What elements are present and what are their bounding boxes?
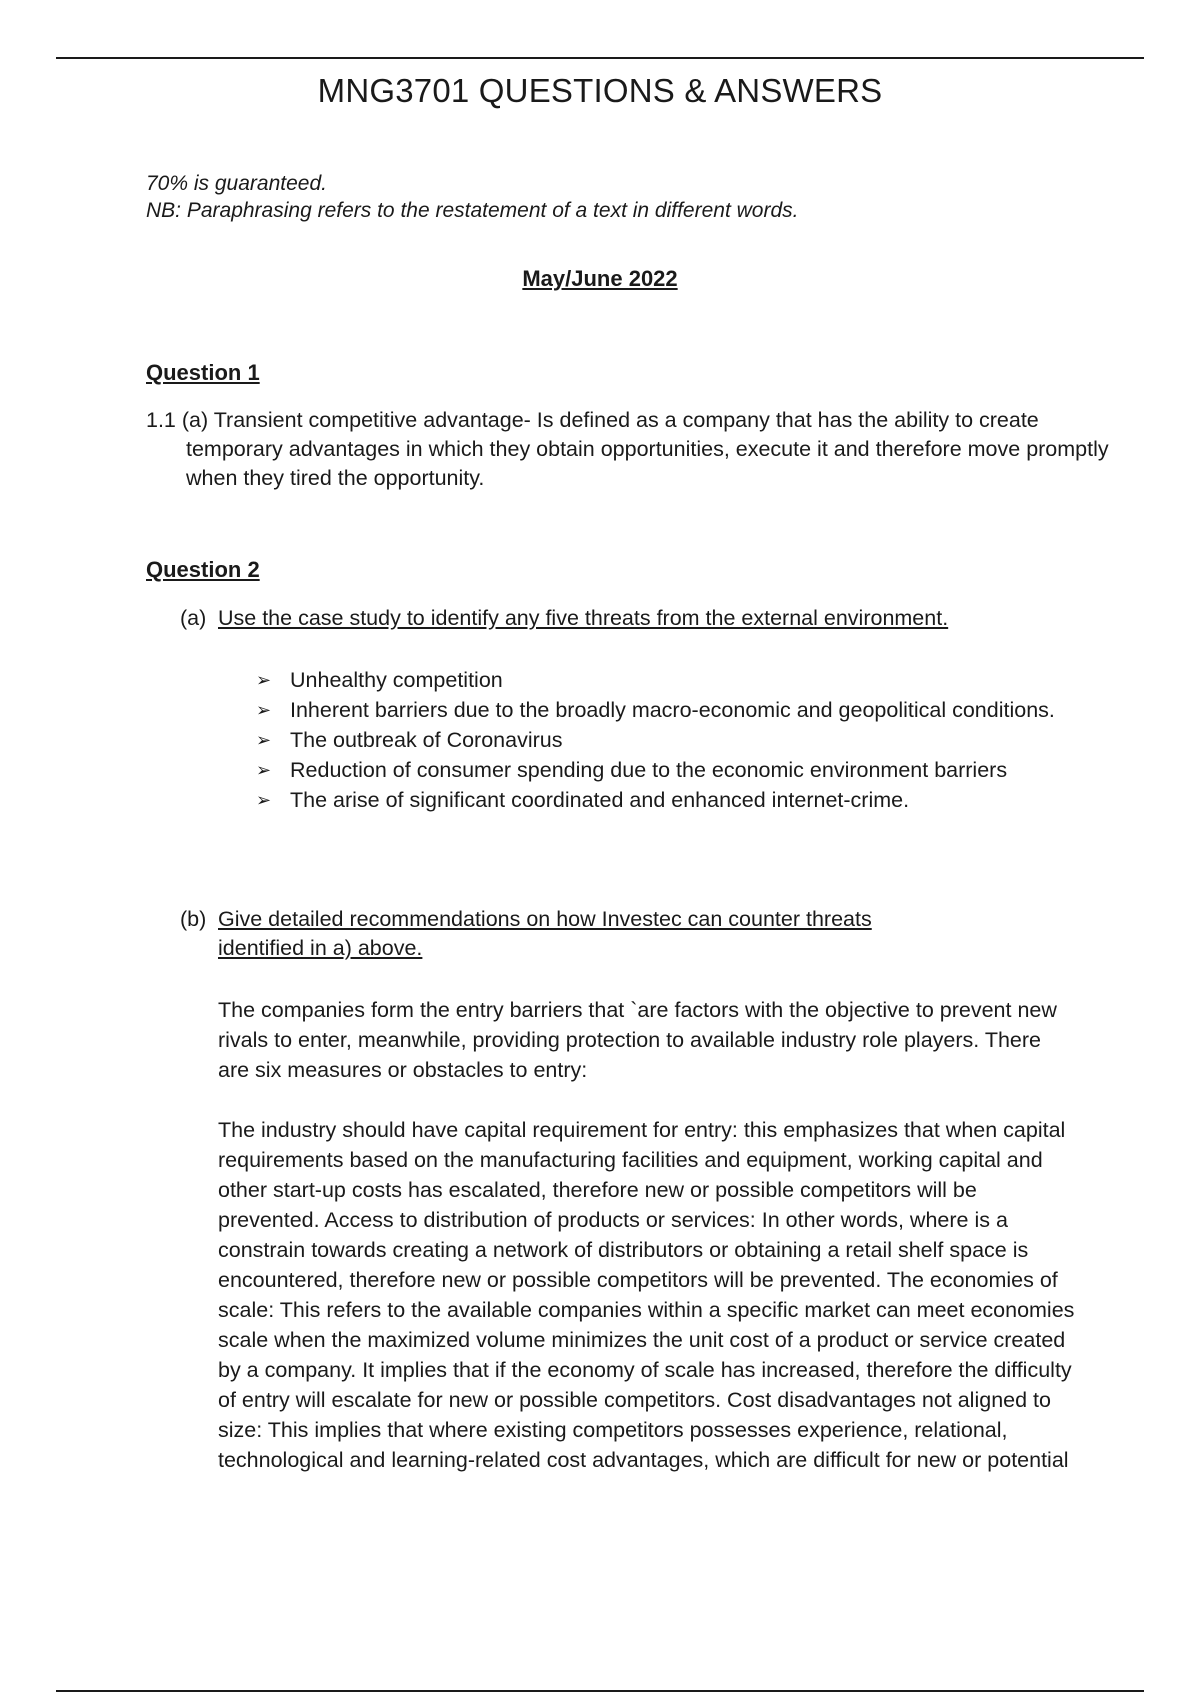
arrow-bullet-icon: ➢	[256, 700, 272, 720]
paraphrasing-note: NB: Paraphrasing refers to the restatement of a text in different words.	[146, 199, 799, 222]
question-2b-text-line1: Give detailed recommendations on how Investec can counter threats	[218, 907, 872, 931]
question-2b-text-line2: identified in a) above.	[218, 936, 423, 960]
answer-paragraph-1: The companies form the entry barriers that `are factors with the objective to prevent new rivals to enter, meanwhile, providing protection to available industry role players. There are six measures or obstacles to entry:	[218, 998, 1057, 1082]
question-2-heading: Question 2	[146, 557, 260, 582]
guarantee-note: 70% is guaranteed.	[146, 172, 327, 195]
document-title: MNG3701 QUESTIONS & ANSWERS	[317, 72, 883, 109]
exam-session-heading: May/June 2022	[522, 266, 678, 291]
bottom-rule	[56, 1690, 1144, 1692]
arrow-bullet-icon: ➢	[256, 730, 272, 750]
list-item: ➢ The outbreak of Coronavirus	[256, 725, 1056, 755]
list-item: ➢ The arise of significant coordinated and enhanced internet-crime.	[256, 785, 1056, 815]
question-1-answer: 1.1 (a) Transient competitive advantage- Is defined as a company that has the ability to create temporary advantages in which they obtain opportunities, execute it and therefore move promptly when they tired the opportunity.	[146, 408, 1109, 490]
question-2b-label: (b)	[180, 907, 207, 931]
answer-paragraph-2: The industry should have capital requirement for entry: this emphasizes that when capital requirements based on the manufacturing facilities and equipment, working capital and other start-up costs has escalated, therefore new or possible competitors will be prevented. Access to distribution of products or services: In other words, where is a constrain towards creating a network of distributors or obtaining a retail shelf space is encountered, therefore new or possible competitors will be prevented. The economies of scale: This refers to the available companies within a specific market can meet economies scale when the maximized volume minimizes the unit cost of a product or service created by a company. It implies that if the economy of scale has increased, therefore the difficulty of entry will escalate for new or possible competitors. Cost disadvantages not aligned to size: This implies that where existing competitors possesses experience, relational, technological and learning-related cost advantages, which are difficult for new or potential	[218, 1118, 1075, 1472]
intro-notes	[146, 170, 1106, 224]
arrow-bullet-icon: ➢	[256, 670, 272, 690]
question-2a-text: Use the case study to identify any five threats from the external environment.	[218, 606, 949, 630]
question-2a-label: (a)	[180, 606, 207, 630]
question-2b-prompt	[180, 905, 1080, 963]
list-item: ➢ Unhealthy competition	[256, 665, 1056, 695]
threats-list	[256, 665, 1056, 815]
arrow-bullet-icon: ➢	[256, 790, 272, 810]
list-item: ➢ Inherent barriers due to the broadly macro-economic and geopolitical conditions.	[256, 695, 1056, 725]
top-rule	[56, 57, 1144, 59]
arrow-bullet-icon: ➢	[256, 760, 272, 780]
question-2a-prompt	[180, 604, 1080, 633]
question-1-heading: Question 1	[146, 360, 260, 385]
list-item: ➢ Reduction of consumer spending due to the economic environment barriers	[256, 755, 1056, 785]
